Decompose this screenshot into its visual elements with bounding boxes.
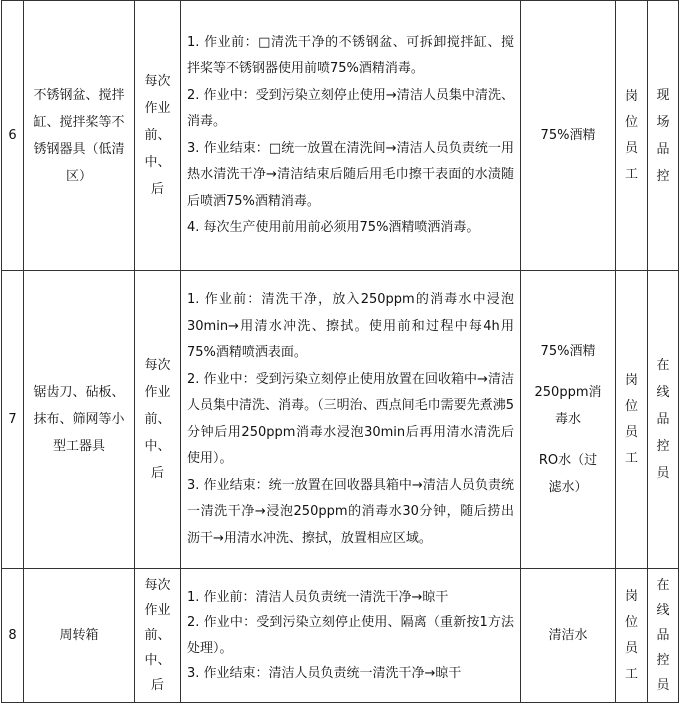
- disinfection-procedure-table: [1, 0, 679, 703]
- row-number: 7: [2, 271, 24, 569]
- table-row: [2, 1, 679, 271]
- row-number: 8: [2, 569, 24, 703]
- step-text: 1. 作业前：□清洗干净的不锈钢盆、可拆卸搅拌缸、搅拌桨等不锈钢器使用前喷75%酒精消毒。: [187, 34, 514, 76]
- responsible-cell: 岗 位 员 工: [616, 1, 648, 271]
- responsible-cell: 岗 位 员 工: [616, 271, 648, 569]
- step-text: 2. 作业中：受到污染立刻停止使用放置在回收箱中→清洁人员集中清洗、消毒。（三明治、西点间毛巾需要先煮沸5分钟后用250ppm消毒水浸泡30min后再用清水清洗后使用）。: [187, 371, 514, 466]
- disinfectant-cell: 75%酒精: [521, 1, 616, 271]
- table-row: [2, 569, 679, 703]
- frequency-cell: 每次 作业 前、 中、 后: [135, 271, 181, 569]
- control-cell: 在 线 品 控 员: [648, 569, 679, 703]
- step-text: 2. 作业中：受到污染立刻停止使用、隔离（重新按1方法处理）。: [187, 615, 514, 656]
- item-name: 不锈钢盆、搅拌缸、搅拌桨等不锈钢器具（低清区）: [24, 1, 135, 271]
- step-text: 2. 作业中：受到污染立刻停止使用→清洁人员集中清洗、消毒。: [187, 87, 514, 129]
- row-number: 6: [2, 1, 24, 271]
- frequency-cell: 每次 作业 前、 中、 后: [135, 1, 181, 271]
- procedure-steps: [181, 1, 521, 271]
- disinfectant-cell: 75%酒精 250ppm消毒水 RO水（过滤水）: [521, 271, 616, 569]
- responsible-cell: 岗 位 员 工: [616, 569, 648, 703]
- procedure-steps: [181, 569, 521, 703]
- step-text: 1. 作业前：清洁人员负责统一清洗干净→晾干: [187, 589, 449, 605]
- disinfectant-cell: 清洁水: [521, 569, 616, 703]
- control-cell: 在 线 品 控 员: [648, 271, 679, 569]
- step-text: 3. 作业结束：清洁人员负责统一清洗干净→晾干: [187, 666, 462, 681]
- step-text: 3. 作业结束：□统一放置在清洗间→清洁人员负责统一用热水清洗干净→清洁结束后随后用毛巾擦干表面的水渍随后喷洒75%酒精消毒。: [187, 140, 514, 209]
- frequency-cell: 每次 作业 前、 中、 后: [135, 569, 181, 703]
- table-row: [2, 271, 679, 569]
- control-cell: 现 场 品 控: [648, 1, 679, 271]
- item-name: 锯齿刀、砧板、抹布、筛网等小型工器具: [24, 271, 135, 569]
- procedure-steps: [181, 271, 521, 569]
- step-text: 3. 作业结束：统一放置在回收器具箱中→清洁人员负责统一清洗干净→浸泡250ppm的消毒水30分钟，随后捞出沥干→用清水冲洗、擦拭，放置相应区域。: [187, 477, 514, 546]
- item-name: 周转箱: [24, 569, 135, 703]
- step-text: 4. 每次生产使用前用前必须用75%酒精喷洒消毒。: [187, 220, 480, 235]
- step-text: 1. 作业前：清洗干净，放入250ppm的消毒水中浸泡30min→用清水冲洗、擦拭。使用前和过程中每4h用75%酒精喷洒表面。: [187, 292, 514, 360]
